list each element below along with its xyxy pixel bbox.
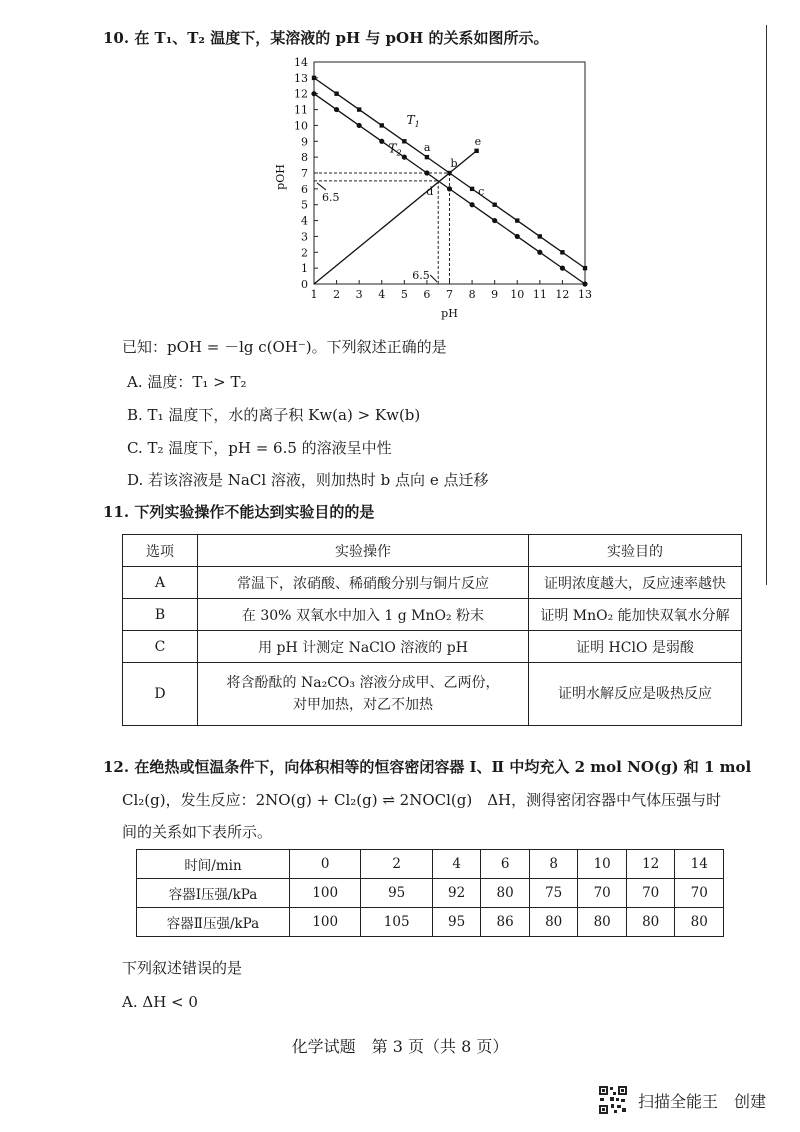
x-axis-label: pH	[441, 307, 458, 320]
watermark-text: 扫描全能王 创建	[638, 1092, 767, 1111]
cell-operation: 用 pH 计测定 NaClO 溶液的 pH	[198, 631, 529, 663]
annotation-6-5-y: 6.5	[322, 190, 340, 204]
cell: 容器Ⅰ压强/kPa	[137, 879, 290, 908]
ph-poh-chart	[270, 52, 600, 334]
qr-code-icon	[598, 1085, 628, 1115]
cell: 10	[578, 850, 627, 879]
table-header-row	[137, 850, 724, 879]
q11-stem: 11. 下列实验操作不能达到实验目的的是	[103, 503, 375, 521]
series-point-t1	[515, 218, 519, 222]
cell: 80	[675, 908, 724, 937]
cell-operation	[198, 663, 529, 726]
cell: 12	[626, 850, 675, 879]
cell: 100	[290, 879, 361, 908]
scanner-watermark	[598, 1085, 788, 1119]
x-tick-label: 12	[555, 288, 570, 301]
q10-option-c: C. T₂ 温度下，pH = 6.5 的溶液呈中性	[127, 439, 392, 457]
x-tick-label: 7	[446, 288, 453, 301]
y-tick-label: 9	[301, 135, 308, 149]
cell-operation: 常温下，浓硝酸、稀硝酸分别与铜片反应	[198, 567, 529, 599]
series-point-t1	[492, 203, 496, 207]
x-tick-label: 6	[423, 288, 431, 301]
cell: 95	[432, 908, 481, 937]
cell: 14	[675, 850, 724, 879]
table-row	[123, 663, 742, 726]
y-tick-label: 13	[294, 71, 308, 85]
x-tick-label: 9	[491, 288, 499, 301]
series-point-t1	[538, 234, 542, 238]
series-point-t2	[311, 91, 316, 96]
series-point-t2	[334, 107, 339, 112]
y-tick-label: 14	[294, 56, 308, 69]
y-tick-label: 12	[294, 87, 308, 101]
q10-option-a: A. 温度：T₁ > T₂	[127, 373, 247, 391]
q12-line3: 间的关系如下表所示。	[122, 823, 273, 841]
series-point-t1	[357, 107, 361, 111]
cell-purpose: 证明浓度越大，反应速率越快	[529, 567, 742, 599]
y-tick-label: 10	[294, 119, 308, 133]
x-tick-label: 1	[310, 288, 318, 301]
x-tick-label: 13	[578, 288, 592, 301]
y-tick-label: 6	[301, 182, 308, 196]
x-tick-label: 8	[468, 288, 476, 301]
cell: 70	[675, 879, 724, 908]
cell-purpose: 证明 MnO₂ 能加快双氧水分解	[529, 599, 742, 631]
y-tick-label: 3	[301, 230, 308, 244]
annotation-arrow-x	[430, 275, 437, 282]
series-point-t1	[380, 123, 384, 127]
point-label-d: d	[426, 184, 434, 198]
y-tick-label: 4	[301, 214, 308, 228]
q10-option-b: B. T₁ 温度下，水的离子积 Kw(a) > Kw(b)	[127, 406, 421, 424]
cell-operation-line: 对甲加热，对乙不加热	[293, 697, 433, 713]
q11-table	[122, 534, 742, 726]
q12-option-a: A. ΔH < 0	[122, 993, 198, 1011]
series-point-t1	[312, 76, 316, 80]
point-label-b: b	[450, 157, 458, 170]
series-point-t1	[560, 250, 564, 254]
cell: 75	[529, 879, 578, 908]
series-point-t2	[402, 155, 407, 160]
x-tick-label: 11	[532, 288, 547, 301]
cell: 6	[481, 850, 530, 879]
cell-operation-line: 将含酚酞的 Na₂CO₃ 溶液分成甲、乙两份，	[226, 675, 500, 691]
col-header-operation: 实验操作	[198, 535, 529, 567]
q10-stem: 10. 在 T₁、T₂ 温度下，某溶液的 pH 与 pOH 的关系如图所示。	[103, 29, 549, 47]
table-row	[123, 631, 742, 663]
x-tick-label: 3	[355, 288, 363, 301]
y-tick-label: 11	[294, 103, 308, 117]
cell-operation: 在 30% 双氧水中加入 1 g MnO₂ 粉末	[198, 599, 529, 631]
cell: 80	[578, 908, 627, 937]
table-row	[137, 908, 724, 937]
cell-option: B	[123, 599, 198, 631]
point-label-e: e	[474, 134, 482, 148]
series-point-t1	[402, 139, 406, 143]
col-header-option: 选项	[123, 535, 198, 567]
y-tick-label: 0	[301, 278, 308, 291]
series-point-t2	[357, 123, 362, 128]
q12-line2: Cl₂(g)，发生反应：2NO(g) + Cl₂(g) ⇌ 2NOCl(g) ΔH，测得密闭容器中气体压强与时	[122, 791, 722, 809]
series-point-t2	[469, 202, 474, 207]
y-tick-label: 2	[301, 246, 308, 260]
series-point-t1	[470, 187, 474, 191]
series-point-t2	[582, 281, 587, 286]
x-tick-label: 5	[400, 288, 408, 301]
cell-option: C	[123, 631, 198, 663]
y-tick-label: 1	[301, 262, 308, 276]
x-tick-label: 2	[333, 288, 341, 301]
x-tick-label: 4	[378, 288, 386, 301]
cell: 0	[290, 850, 361, 879]
cell: 105	[361, 908, 432, 937]
cell: 8	[529, 850, 578, 879]
point-label-a: a	[423, 141, 431, 155]
q10-option-d: D. 若该溶液是 NaCl 溶液，则加热时 b 点向 e 点迁移	[127, 471, 489, 489]
annotation-arrow-y	[317, 183, 326, 190]
point-label-c: c	[478, 184, 485, 198]
cell: 80	[481, 879, 530, 908]
series-label-t1: $T_1$	[406, 112, 420, 129]
series-point-t2	[560, 266, 565, 271]
series-point-t1	[583, 266, 587, 270]
cell: 70	[578, 879, 627, 908]
col-header-purpose: 实验目的	[529, 535, 742, 567]
cell: 时间/min	[137, 850, 290, 879]
cell-option: D	[123, 663, 198, 726]
cell-purpose: 证明 HClO 是弱酸	[529, 631, 742, 663]
table-row	[137, 879, 724, 908]
cell: 80	[626, 908, 675, 937]
series-point-t1	[425, 155, 429, 159]
series-point-t2	[492, 218, 497, 223]
annotation-6-5-x: 6.5	[412, 269, 430, 282]
series-point-t2	[515, 234, 520, 239]
cell: 92	[432, 879, 481, 908]
cell-option: A	[123, 567, 198, 599]
cell: 95	[361, 879, 432, 908]
y-tick-label: 8	[301, 151, 308, 165]
cell: 2	[361, 850, 432, 879]
page-edge-line	[766, 25, 767, 585]
cell: 86	[481, 908, 530, 937]
cell: 容器Ⅱ压强/kPa	[137, 908, 290, 937]
cell: 100	[290, 908, 361, 937]
y-tick-label: 5	[301, 198, 308, 212]
series-point-t1	[334, 92, 338, 96]
series-point-t2	[424, 170, 429, 175]
page-footer: 化学试题 第 3 页（共 8 页）	[291, 1037, 509, 1056]
cell: 70	[626, 879, 675, 908]
y-axis-label: pOH	[274, 164, 287, 190]
cell: 4	[432, 850, 481, 879]
cell: 80	[529, 908, 578, 937]
x-tick-label: 10	[510, 288, 525, 301]
y-tick-label: 7	[301, 167, 308, 180]
series-line-neutral	[314, 151, 477, 284]
q12-pressure-table	[136, 849, 724, 937]
table-row	[123, 567, 742, 599]
series-label-t2: $T_2$	[388, 141, 402, 158]
q12-ask: 下列叙述错误的是	[122, 959, 243, 977]
table-header-row	[123, 535, 742, 567]
cell-purpose: 证明水解反应是吸热反应	[529, 663, 742, 726]
series-point-t2	[447, 186, 452, 191]
q12-line1: 12. 在绝热或恒温条件下，向体积相等的恒容密闭容器 Ⅰ、Ⅱ 中均充入 2 mol NO(g) 和 1 mol	[103, 758, 752, 776]
point-marker-e	[474, 149, 478, 153]
series-point-t2	[537, 250, 542, 255]
q10-known: 已知：pOH = －lg c(OH⁻)。下列叙述正确的是	[122, 338, 447, 356]
series-point-t2	[379, 139, 384, 144]
table-row	[123, 599, 742, 631]
